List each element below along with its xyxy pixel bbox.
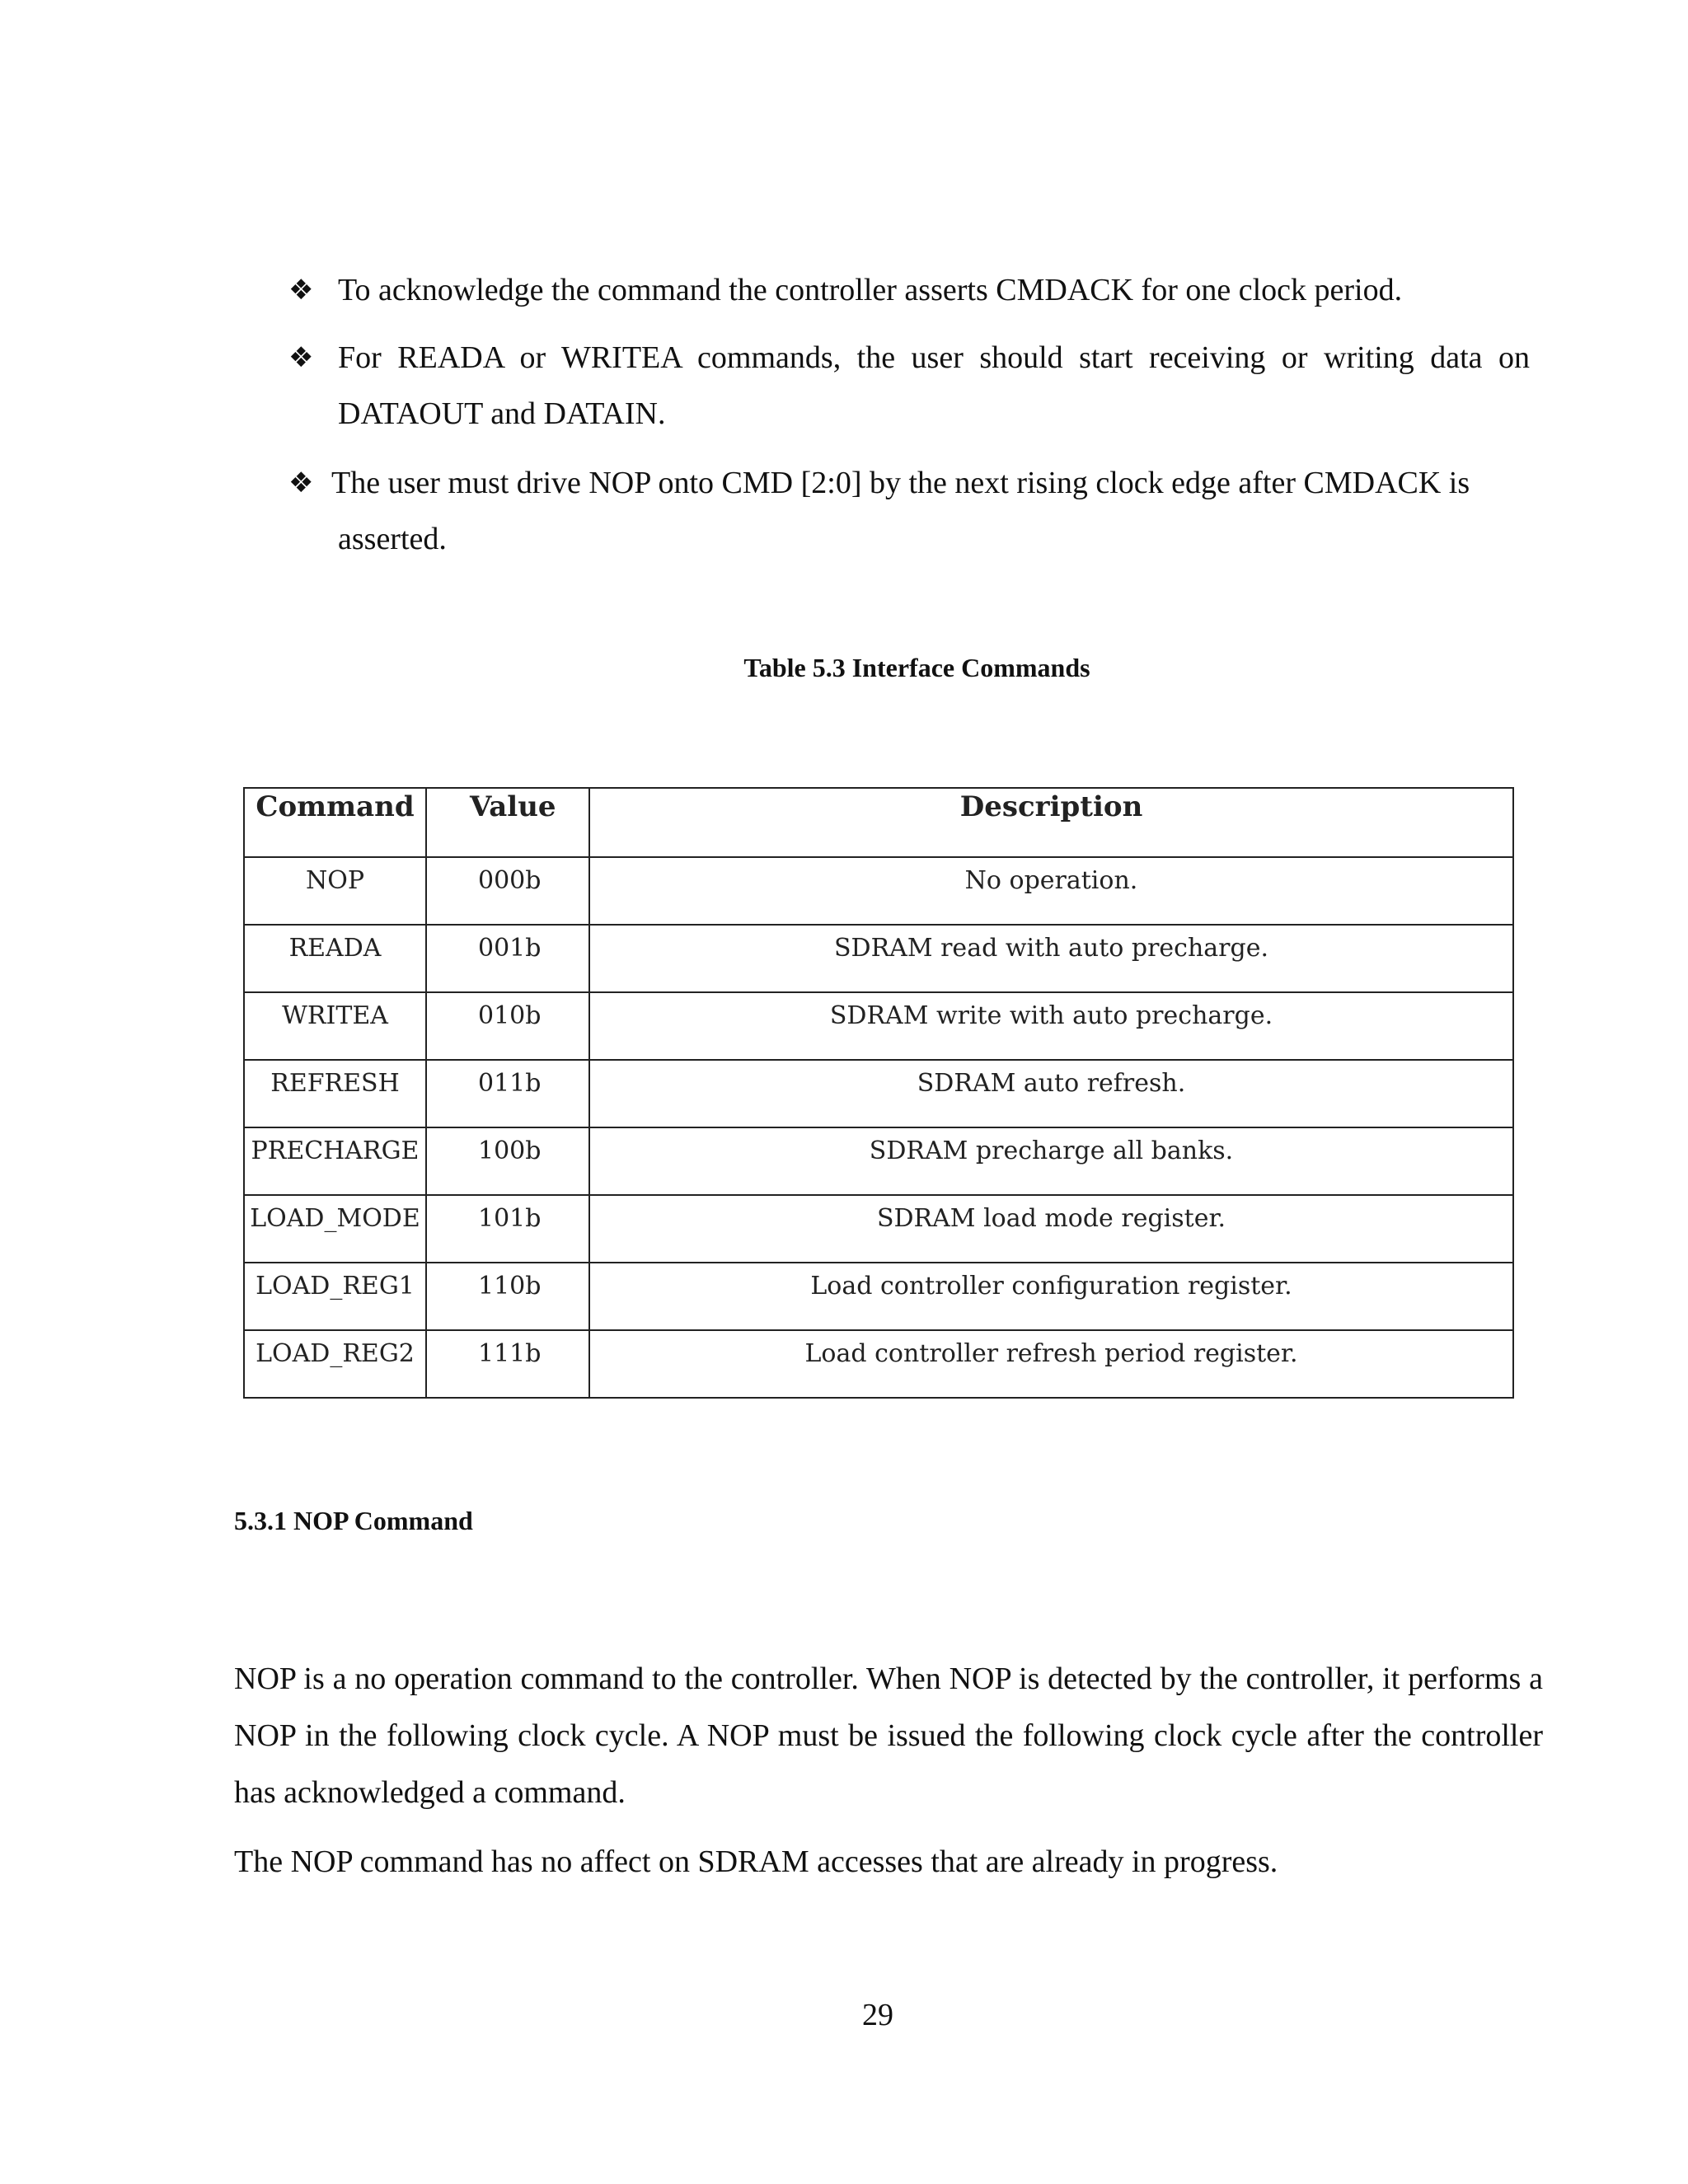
cell-description: SDRAM precharge all banks.	[589, 1127, 1513, 1195]
cell-description: Load controller configuration register.	[589, 1263, 1513, 1330]
cell-description: No operation.	[589, 857, 1513, 925]
bullet-text: To acknowledge the command the controller asserts CMDACK for one clock period.	[338, 273, 1403, 307]
header-description: Description	[589, 788, 1513, 857]
cell-command: PRECHARGE	[244, 1127, 426, 1195]
bullet-item	[288, 262, 1530, 318]
cell-description: SDRAM load mode register.	[589, 1195, 1513, 1263]
table-row	[244, 1060, 1513, 1127]
diamond-bullet-icon: ❖	[288, 341, 314, 374]
page-number: 29	[862, 1998, 893, 2032]
cell-description: SDRAM read with auto precharge.	[589, 925, 1513, 992]
bullet-text: For READA or WRITEA commands, the user should start receiving or writing data on DATAOUT and DATAIN.	[338, 340, 1530, 431]
cell-value: 011b	[426, 1060, 589, 1127]
table-header-row	[244, 788, 1513, 857]
header-command: Command	[244, 788, 426, 857]
cell-command: LOAD_REG2	[244, 1330, 426, 1398]
cell-command: REFRESH	[244, 1060, 426, 1127]
table-row	[244, 992, 1513, 1060]
diamond-bullet-icon: ❖	[288, 274, 314, 307]
table-row	[244, 1263, 1513, 1330]
cell-value: 110b	[426, 1263, 589, 1330]
bullet-item	[288, 455, 1530, 567]
bullet-text	[331, 455, 1530, 567]
header-value: Value	[426, 788, 589, 857]
cell-command: WRITEA	[244, 992, 426, 1060]
cell-description: SDRAM write with auto precharge.	[589, 992, 1513, 1060]
cell-command: READA	[244, 925, 426, 992]
table-caption: Table 5.3 Interface Commands	[743, 653, 1090, 682]
body-paragraph: The NOP command has no affect on SDRAM accesses that are already in progress.	[234, 1844, 1278, 1879]
cell-command: LOAD_REG1	[244, 1263, 426, 1330]
diamond-bullet-icon: ❖	[288, 466, 314, 499]
table-row	[244, 925, 1513, 992]
section-heading: 5.3.1 NOP Command	[234, 1506, 473, 1535]
cell-value: 100b	[426, 1127, 589, 1195]
table-row	[244, 1195, 1513, 1263]
table-row	[244, 857, 1513, 925]
cell-value: 111b	[426, 1330, 589, 1398]
cell-description: SDRAM auto refresh.	[589, 1060, 1513, 1127]
cell-command: NOP	[244, 857, 426, 925]
cell-value: 101b	[426, 1195, 589, 1263]
table-row	[244, 1330, 1513, 1398]
cell-command: LOAD_MODE	[244, 1195, 426, 1263]
bullet-text-line: The user must drive NOP onto CMD [2:0] by the next rising clock edge after CMDACK is	[331, 466, 1470, 500]
body-paragraph: NOP is a no operation command to the controller. When NOP is detected by the controller, it performs a NOP in the following clock cycle. A NOP must be issued the following clock cycle after the controller has acknowledged a command.	[234, 1661, 1543, 1810]
bullet-text-line: asserted.	[338, 522, 447, 556]
cell-value: 001b	[426, 925, 589, 992]
cell-value: 000b	[426, 857, 589, 925]
cell-description: Load controller refresh period register.	[589, 1330, 1513, 1398]
table-row	[244, 1127, 1513, 1195]
cell-value: 010b	[426, 992, 589, 1060]
interface-commands-table	[243, 787, 1514, 1399]
bullet-item	[288, 330, 1530, 442]
